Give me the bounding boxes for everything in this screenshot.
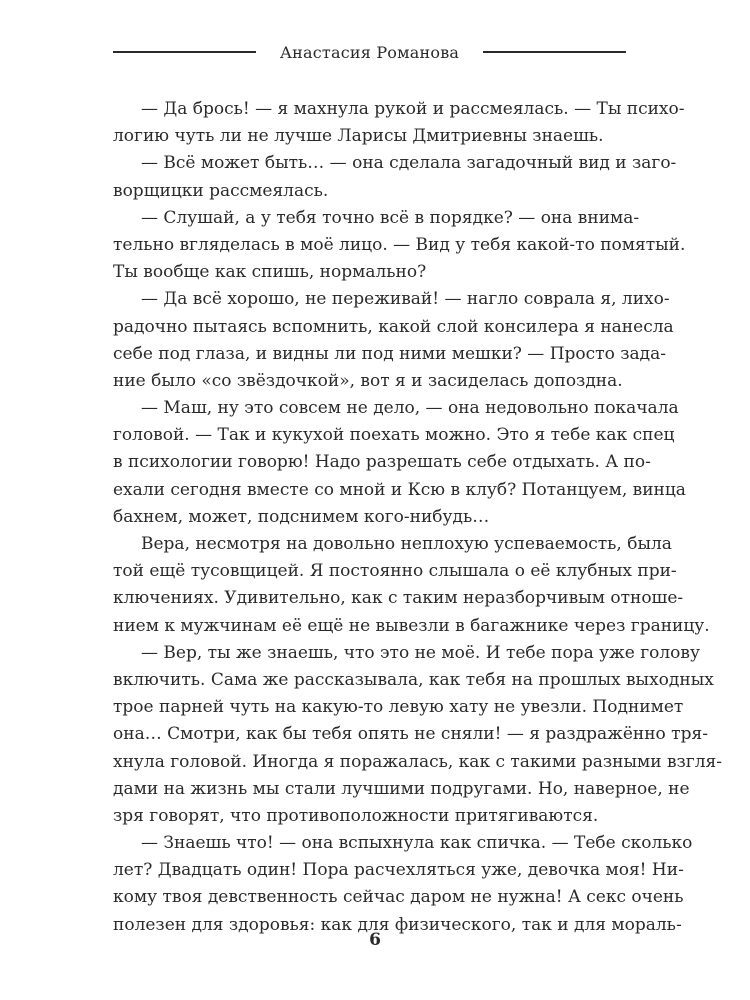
- text-line: бахнем, может, подснимем кого-нибудь…: [113, 506, 490, 527]
- text-line: дами на жизнь мы стали лучшими подругами. Но, наверное, не: [113, 778, 690, 799]
- text-line: тельно вгляделась в моё лицо. — Вид у тебя какой-то помятый.: [113, 234, 686, 255]
- text-line: в психологии говорю! Надо разрешать себе отдыхать. А по-: [113, 452, 651, 473]
- header-rule-left: [113, 51, 256, 53]
- text-line: ние было «со звёздочкой», вот я и засиделась допоздна.: [113, 370, 623, 391]
- text-line: она… Смотри, как бы тебя опять не сняли! — я раздражённо тря-: [113, 724, 708, 745]
- text-line: той ещё тусовщицей. Я постоянно слышала о её клубных при-: [113, 561, 677, 582]
- text-line: ворщицки рассмеялась.: [113, 180, 329, 201]
- text-line: нием к мужчинам её ещё не вывезли в багажнике через границу.: [113, 615, 710, 636]
- text-line: Ты вообще как спишь, нормально?: [113, 262, 427, 283]
- running-header: [113, 40, 626, 64]
- text-line: ключениях. Удивительно, как с таким неразборчивым отноше-: [113, 588, 684, 609]
- text-line: — Всё может быть… — она сделала загадочный вид и заго-: [141, 153, 677, 174]
- header-rule-right: [483, 51, 626, 53]
- text-line: трое парней чуть на какую-то левую хату не увезли. Поднимет: [113, 697, 684, 718]
- text-line: логию чуть ли не лучше Ларисы Дмитриевны знаешь.: [113, 126, 604, 147]
- text-line: головой. — Так и кукухой поехать можно. Это я тебе как спец: [113, 425, 675, 446]
- text-line: полезен для здоровья: как для физического, так и для мораль-: [113, 914, 682, 935]
- text-line: лет? Двадцать один! Пора расчехляться уже, девочка моя! Ни-: [113, 860, 684, 881]
- text-line: — Да всё хорошо, не переживай! — нагло соврала я, лихо-: [141, 289, 670, 310]
- page-number: 6: [369, 930, 381, 950]
- text-line: — Маш, ну это совсем не дело, — она недовольно покачала: [141, 398, 679, 419]
- text-line: ехали сегодня вместе со мной и Ксю в клуб? Потанцуем, винца: [113, 479, 686, 500]
- text-line: хнула головой. Иногда я поражалась, как с такими разными взгля-: [113, 751, 722, 772]
- text-line: — Да брось! — я махнула рукой и рассмеялась. — Ты психо-: [141, 99, 685, 119]
- text-line: кому твоя девственность сейчас даром не нужна! А секс очень: [113, 887, 684, 908]
- text-line: себе под глаза, и видны ли под ними мешки? — Просто зада-: [113, 343, 666, 364]
- running-header-author: Анастасия Романова: [279, 42, 460, 62]
- body-text: [113, 96, 722, 939]
- text-line: зря говорят, что противоположности притягиваются.: [113, 805, 599, 826]
- text-line: — Вер, ты же знаешь, что это не моё. И тебе пора уже голову: [141, 642, 700, 663]
- text-line: — Знаешь что! — она вспыхнула как спичка. — Тебе сколько: [141, 833, 693, 854]
- text-line: включить. Сама же рассказывала, как тебя на прошлых выходных: [113, 669, 714, 690]
- text-line: — Слушай, а у тебя точно всё в порядке? — она внима-: [141, 207, 640, 228]
- text-line: Вера, несмотря на довольно неплохую успеваемость, была: [141, 534, 672, 554]
- text-line: радочно пытаясь вспомнить, какой слой консилера я нанесла: [113, 316, 674, 337]
